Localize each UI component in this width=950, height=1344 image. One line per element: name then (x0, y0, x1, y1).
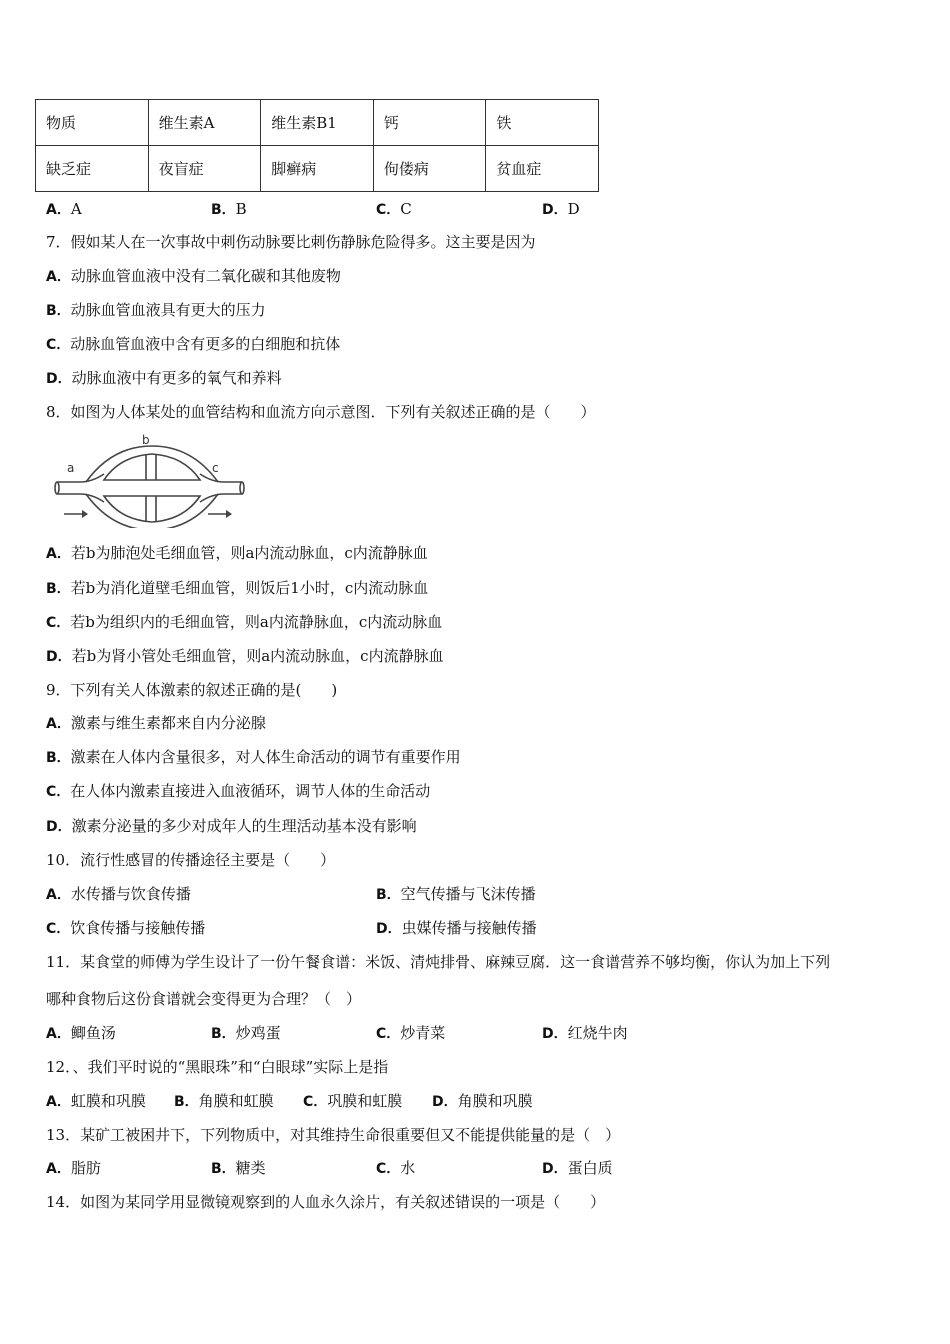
option-letter: A． (46, 269, 71, 285)
option-letter: D． (542, 1161, 568, 1177)
q9-option-a (46, 713, 266, 734)
option-letter: A． (46, 546, 71, 562)
option-text: 若b为肾小管处毛细血管，则a内流动脉血，c内流静脉血 (71, 647, 444, 665)
option-letter: D． (542, 1026, 568, 1042)
q12-option-d (432, 1091, 533, 1112)
option-text: 炒青菜 (400, 1024, 446, 1042)
q8-option-c (46, 612, 442, 633)
option-letter: C． (376, 202, 401, 218)
q7-option-b (46, 300, 266, 321)
q11-stem-line2: 哪种食物后这份食谱就会变得更为合理？（ ） (46, 990, 362, 1008)
q7-option-d (46, 368, 282, 389)
option-text: 水 (400, 1159, 416, 1177)
option-letter: A． (46, 887, 71, 903)
option-letter: A． (46, 202, 71, 218)
q12-option-b (174, 1091, 274, 1112)
option-text: 若b为消化道壁毛细血管，则饭后1小时，c内流动脉血 (70, 579, 429, 597)
option-letter: D． (46, 371, 72, 387)
option-letter: B． (46, 750, 71, 766)
q13-stem: 13．某矿工被困井下，下列物质中，对其维持生命很重要但又不能提供能量的是（ ） (46, 1126, 621, 1144)
option-text: 饮食传播与接触传播 (70, 919, 206, 937)
option-text: D (567, 200, 580, 218)
table-cell: 物质 (36, 100, 149, 146)
option-letter: B． (211, 1161, 236, 1177)
option-text: 激素在人体内含量很多，对人体生命活动的调节有重要作用 (70, 748, 461, 766)
option-text: 糖类 (235, 1159, 266, 1177)
option-text: 动脉血液中有更多的氧气和养料 (71, 369, 282, 387)
option-text: 若b为组织内的毛细血管，则a内流静脉血，c内流动脉血 (70, 613, 443, 631)
option-letter: C． (376, 1026, 401, 1042)
option-text: 鲫鱼汤 (70, 1024, 116, 1042)
q8-option-d (46, 646, 444, 667)
option-letter: C． (46, 921, 71, 937)
option-text: B (235, 200, 247, 218)
q6-option-c (376, 199, 412, 220)
option-letter: C． (46, 784, 71, 800)
option-text: 蛋白质 (567, 1159, 613, 1177)
option-letter: B． (46, 581, 71, 597)
option-letter: C． (376, 1161, 401, 1177)
q10-option-d (376, 918, 537, 939)
q11-option-a (46, 1023, 116, 1044)
option-letter: B． (174, 1094, 199, 1110)
option-text: C (400, 200, 412, 218)
vessel-c-bottom (200, 494, 242, 502)
q10-stem: 10．流行性感冒的传播途径主要是（ ） (46, 851, 336, 869)
q10-option-b (376, 884, 536, 905)
q14-stem: 14．如图为某同学用显微镜观察到的人血永久涂片，有关叙述错误的一项是（ ） (46, 1193, 606, 1211)
q10-option-a (46, 884, 191, 905)
q11-stem-line1: 11．某食堂的师傅为学生设计了一份午餐食谱：米饭、清炖排骨、麻辣豆腐．这一食谱营养不够均衡，你认为加上下列 (46, 953, 831, 971)
option-letter: B． (376, 887, 401, 903)
blood-vessel-diagram (52, 432, 252, 528)
arrowhead-icon (82, 510, 88, 518)
q7-option-a (46, 266, 341, 287)
q9-option-b (46, 747, 461, 768)
option-letter: A． (46, 1026, 71, 1042)
table-row (36, 146, 599, 192)
option-text: 若b为肺泡处毛细血管，则a内流动脉血，c内流静脉血 (70, 544, 428, 562)
vessel-c-end (240, 482, 244, 494)
q8-option-a (46, 543, 428, 564)
option-text: 脂肪 (70, 1159, 101, 1177)
q6-option-a (46, 199, 82, 220)
q11-option-c (376, 1023, 445, 1044)
q12-stem: 12．、我们平时说的“黑眼珠”和“白眼球”实际上是指 (46, 1058, 389, 1076)
q13-option-d (542, 1158, 613, 1179)
option-letter: D． (46, 649, 72, 665)
option-letter: B． (46, 303, 71, 319)
q10-option-c (46, 918, 205, 939)
vessel-a-top (57, 474, 104, 482)
q8-option-b (46, 578, 428, 599)
label-a: a (67, 461, 75, 475)
label-c: c (212, 461, 219, 475)
option-letter: C． (46, 337, 71, 353)
q9-stem: 9．下列有关人体激素的叙述正确的是( ) (46, 681, 338, 699)
capillary-inner-top (104, 454, 200, 480)
arrowhead-icon (226, 510, 232, 518)
q7-option-c (46, 334, 340, 355)
q6-option-b (211, 199, 247, 220)
q11-option-d (542, 1023, 628, 1044)
option-letter: D． (542, 202, 568, 218)
option-text: 激素分泌量的多少对成年人的生理活动基本没有影响 (71, 817, 417, 835)
option-text: 角膜和虹膜 (198, 1092, 274, 1110)
table-cell: 夜盲症 (148, 146, 261, 192)
q13-option-a (46, 1158, 101, 1179)
option-letter: B． (211, 1026, 236, 1042)
table-cell: 维生素B1 (261, 100, 374, 146)
table-cell: 脚癣病 (261, 146, 374, 192)
option-text: 动脉血管血液具有更大的压力 (70, 301, 266, 319)
capillary-inner-bottom (104, 496, 200, 522)
vessel-a-bottom (57, 494, 104, 502)
option-letter: A． (46, 1094, 71, 1110)
table-cell: 贫血症 (486, 146, 599, 192)
option-letter: C． (46, 615, 71, 631)
option-text: 虹膜和巩膜 (70, 1092, 146, 1110)
q6-option-d (542, 199, 580, 220)
option-letter: A． (46, 1161, 71, 1177)
option-text: 巩膜和虹膜 (327, 1092, 403, 1110)
option-letter: A． (46, 716, 71, 732)
label-b: b (142, 433, 150, 447)
option-text: 激素与维生素都来自内分泌腺 (70, 714, 266, 732)
option-letter: D． (46, 819, 72, 835)
option-text: 角膜和巩膜 (457, 1092, 533, 1110)
table-cell: 维生素A (148, 100, 261, 146)
q11-option-b (211, 1023, 281, 1044)
q12-option-a (46, 1091, 146, 1112)
option-letter: C． (303, 1094, 328, 1110)
option-text: 动脉血管血液中没有二氧化碳和其他废物 (70, 267, 341, 285)
nutrition-table (35, 99, 599, 192)
option-text: 炒鸡蛋 (235, 1024, 281, 1042)
option-letter: D． (432, 1094, 458, 1110)
q9-option-c (46, 781, 430, 802)
option-text: 水传播与饮食传播 (70, 885, 191, 903)
table-row (36, 100, 599, 146)
q13-option-b (211, 1158, 266, 1179)
option-letter: B． (211, 202, 236, 218)
table-cell: 铁 (486, 100, 599, 146)
option-text: 红烧牛肉 (567, 1024, 628, 1042)
table-cell: 佝偻病 (373, 146, 486, 192)
q8-stem: 8．如图为人体某处的血管结构和血流方向示意图．下列有关叙述正确的是（ ） (46, 403, 596, 421)
q9-option-d (46, 816, 417, 837)
q13-option-c (376, 1158, 415, 1179)
q7-stem: 7．假如某人在一次事故中刺伤动脉要比刺伤静脉危险得多。这主要是因为 (46, 233, 536, 251)
vessel-c-top (200, 474, 242, 482)
table-cell: 缺乏症 (36, 146, 149, 192)
table-cell: 钙 (373, 100, 486, 146)
option-text: A (70, 200, 82, 218)
option-letter: D． (376, 921, 402, 937)
q12-option-c (303, 1091, 402, 1112)
option-text: 空气传播与飞沫传播 (400, 885, 536, 903)
option-text: 动脉血管血液中含有更多的白细胞和抗体 (70, 335, 341, 353)
vessel-a-end (55, 482, 59, 494)
option-text: 虫媒传播与接触传播 (401, 919, 537, 937)
option-text: 在人体内激素直接进入血液循环，调节人体的生命活动 (70, 782, 431, 800)
